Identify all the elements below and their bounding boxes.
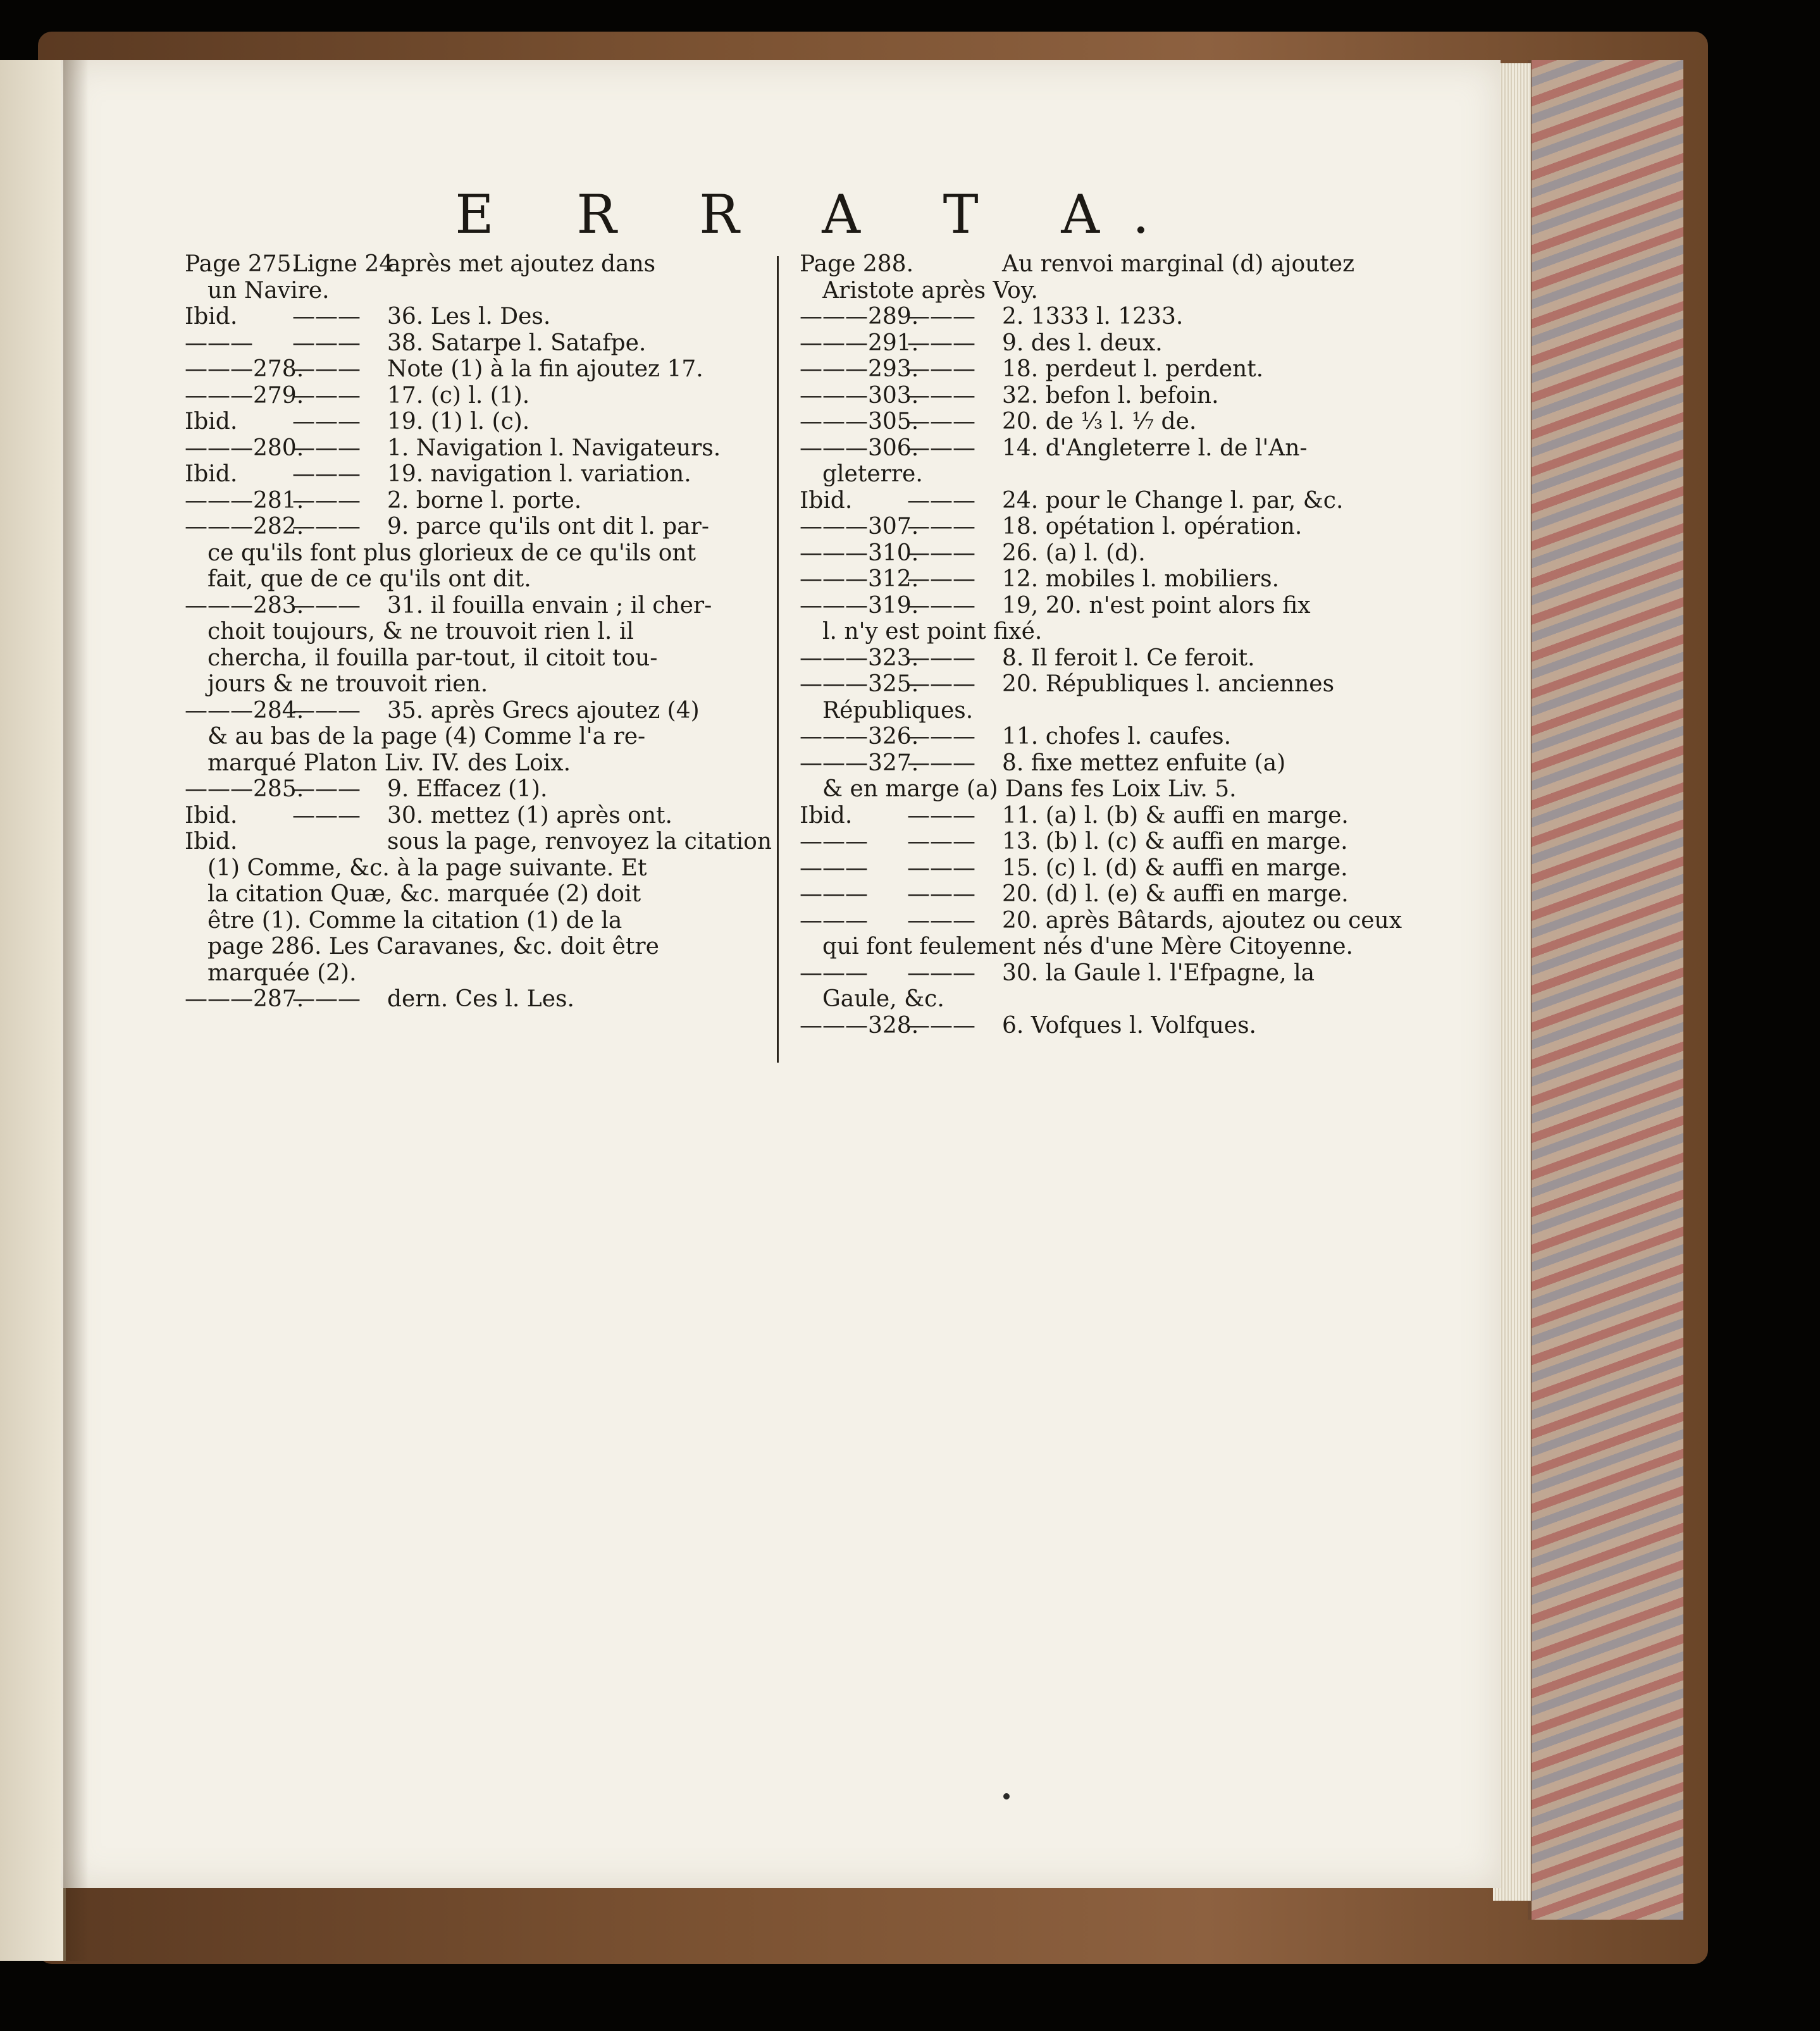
errata-text: 8. Il feroit l. Ce feroit.	[1002, 645, 1255, 671]
errata-entry	[800, 907, 1402, 934]
errata-entry	[185, 304, 729, 330]
errata-text: chercha, il fouilla par-tout, il citoit tou-	[207, 645, 658, 671]
errata-entry	[800, 776, 1356, 803]
errata-line-ref: ———	[292, 461, 361, 487]
errata-entry	[800, 304, 1356, 330]
errata-entry	[185, 986, 729, 1013]
errata-page-ref: ———328.	[800, 1012, 919, 1039]
errata-text: 38. Satarpe l. Satafpe.	[387, 330, 647, 356]
errata-entry	[185, 435, 729, 462]
errata-text: 20. après Bâtards, ajoutez ou ceux	[1002, 907, 1402, 934]
errata-page-ref: Ibid.	[800, 487, 853, 514]
errata-text: l. n'y est point fixé.	[822, 619, 1043, 645]
errata-entry	[185, 698, 729, 724]
errata-line-ref: ———	[292, 802, 361, 829]
errata-line-ref: ———	[292, 487, 361, 514]
errata-entry	[800, 514, 1356, 540]
errata-page-ref: ———325.	[800, 671, 919, 697]
errata-page-ref: ———279.	[185, 382, 304, 409]
marbled-endpaper	[1528, 60, 1683, 1920]
ink-speck	[1003, 1793, 1010, 1800]
errata-entry	[800, 619, 1356, 645]
errata-text: marqué Platon Liv. IV. des Loix.	[207, 750, 571, 776]
errata-text: 11. (a) l. (b) & auffi en marge.	[1002, 802, 1349, 829]
errata-entry	[800, 881, 1356, 908]
errata-page-ref: ———285.	[185, 776, 304, 802]
errata-entry	[800, 278, 1356, 304]
errata-text: Aristote après Voy.	[822, 277, 1038, 304]
errata-page-ref: ———289.	[800, 304, 919, 330]
errata-entry	[185, 278, 729, 304]
errata-page-ref: ———280.	[185, 435, 304, 461]
errata-page-ref: ———327.	[800, 750, 919, 776]
errata-text: 18. opétation l. opération.	[1002, 514, 1303, 540]
errata-page-ref: ———282.	[185, 514, 304, 540]
errata-line-ref: ———	[292, 382, 361, 409]
errata-page-ref: ———	[800, 881, 868, 907]
errata-line-ref: ———	[292, 304, 361, 330]
errata-page-ref: ———310.	[800, 540, 919, 566]
errata-line-ref: ———	[292, 435, 361, 461]
errata-text: 31. il fouilla envain ; il cher-	[387, 592, 712, 619]
errata-text: 2. 1333 l. 1233.	[1002, 304, 1184, 330]
errata-text: la citation Quæ, &c. marquée (2) doit	[207, 881, 641, 907]
errata-line-ref: ———	[907, 881, 975, 907]
errata-text: 2. borne l. porte.	[387, 487, 582, 514]
errata-entry	[185, 960, 729, 987]
errata-line-ref: ———	[907, 802, 975, 829]
errata-text: 19. navigation l. variation.	[387, 461, 691, 487]
errata-text: 1. Navigation l. Navigateurs.	[387, 435, 721, 461]
errata-page	[61, 60, 1501, 1888]
errata-entry	[185, 934, 729, 960]
errata-line-ref: ———	[907, 960, 975, 986]
errata-entry	[800, 435, 1356, 462]
errata-text: 6. Vofques l. Volfques.	[1002, 1012, 1256, 1039]
errata-page-ref: Ibid.	[185, 304, 238, 330]
errata-text: Républiques.	[822, 697, 974, 724]
errata-page-ref: ———312.	[800, 566, 919, 592]
errata-text: 17. (c) l. (1).	[387, 382, 530, 409]
errata-entry	[800, 671, 1356, 698]
errata-page-ref: ———303.	[800, 382, 919, 409]
errata-text: 11. chofes l. caufes.	[1002, 724, 1232, 750]
page-title: E R R A T A.	[455, 183, 1182, 245]
errata-text: 30. mettez (1) après ont.	[387, 802, 672, 829]
errata-line-ref: ———	[907, 724, 975, 750]
errata-text: 30. la Gaule l. l'Efpagne, la	[1002, 960, 1315, 986]
errata-entry	[185, 671, 729, 698]
errata-text: un Navire.	[207, 277, 330, 304]
errata-entry	[800, 330, 1356, 357]
errata-text: gleterre.	[822, 461, 923, 487]
errata-text: 18. perdeut l. perdent.	[1002, 356, 1264, 382]
errata-text: page 286. Les Caravanes, &c. doit être	[207, 934, 659, 960]
errata-entry	[185, 803, 729, 829]
errata-entry	[185, 724, 729, 750]
errata-text: après met ajoutez dans	[387, 251, 656, 277]
errata-line-ref: ———	[907, 566, 975, 592]
errata-entry	[800, 934, 1356, 960]
errata-page-ref: Ibid.	[185, 461, 238, 487]
errata-page-ref: ———291.	[800, 330, 919, 356]
errata-line-ref: ———	[292, 330, 361, 356]
errata-line-ref: ———	[907, 435, 975, 461]
errata-page-ref: ———	[800, 960, 868, 986]
errata-entry	[800, 488, 1356, 514]
errata-entry	[185, 488, 729, 514]
errata-text: choit toujours, & ne trouvoit rien l. il	[207, 619, 634, 645]
errata-entry	[800, 409, 1356, 435]
errata-page-ref: Page 275.	[185, 251, 299, 277]
errata-line-ref: ———	[907, 671, 975, 697]
errata-line-ref: ———	[292, 776, 361, 802]
errata-entry	[800, 960, 1356, 987]
errata-page-ref: ———306.	[800, 435, 919, 461]
errata-line-ref: ———	[907, 829, 975, 855]
errata-page-ref: ———305.	[800, 409, 919, 435]
errata-text: 12. mobiles l. mobiliers.	[1002, 566, 1280, 592]
errata-text: 8. fixe mettez enfuite (a)	[1002, 750, 1286, 776]
errata-page-ref: Ibid.	[800, 802, 853, 829]
errata-text: 20. Républiques l. anciennes	[1002, 671, 1335, 697]
errata-entry	[185, 750, 729, 777]
errata-entry	[800, 986, 1356, 1013]
errata-text: 19, 20. n'est point alors fix	[1002, 592, 1311, 619]
errata-entry	[800, 593, 1356, 619]
errata-entry	[185, 855, 729, 882]
errata-entry	[185, 251, 729, 278]
errata-line-ref: ———	[907, 330, 975, 356]
errata-entry	[800, 461, 1356, 488]
errata-text: Gaule, &c.	[822, 986, 944, 1012]
errata-text: 20. (d) l. (e) & auffi en marge.	[1002, 881, 1349, 907]
errata-entry	[185, 356, 729, 383]
errata-text: 14. d'Angleterre l. de l'An-	[1002, 435, 1308, 461]
errata-entry	[185, 566, 729, 593]
errata-page-ref: ———323.	[800, 645, 919, 671]
errata-column-right	[800, 251, 1402, 1039]
errata-line-ref: ———	[907, 750, 975, 776]
errata-text: (1) Comme, &c. à la page suivante. Et	[207, 855, 647, 881]
errata-page-ref: ———	[800, 907, 868, 934]
errata-line-ref: ———	[292, 592, 361, 619]
errata-line-ref: ———	[907, 356, 975, 382]
errata-page-ref: Ibid.	[185, 829, 238, 855]
errata-text: 20. de ⅓ l. ⅐ de.	[1002, 409, 1197, 435]
errata-entry	[185, 776, 729, 803]
errata-line-ref: ———	[292, 514, 361, 540]
errata-column-left	[185, 251, 772, 1013]
errata-page-ref: ———281.	[185, 487, 304, 514]
errata-text: 19. (1) l. (c).	[387, 409, 530, 435]
errata-line-ref: ———	[292, 356, 361, 382]
errata-text: 24. pour le Change l. par, &c.	[1002, 487, 1344, 514]
errata-line-ref: ———	[907, 907, 975, 934]
errata-entry	[800, 251, 1356, 278]
errata-text: & au bas de la page (4) Comme l'a re-	[207, 724, 646, 750]
errata-entry	[800, 383, 1356, 409]
errata-line-ref: ———	[907, 487, 975, 514]
errata-text: 9. Effacez (1).	[387, 776, 548, 802]
errata-line-ref: ———	[292, 409, 361, 435]
spine-shadow	[63, 60, 89, 1961]
errata-text: Note (1) à la fin ajoutez 17.	[387, 356, 703, 382]
errata-page-ref: ———293.	[800, 356, 919, 382]
errata-page-ref: ———	[185, 330, 253, 356]
errata-text: marquée (2).	[207, 960, 357, 986]
errata-text: ce qu'ils font plus glorieux de ce qu'ils ont	[207, 540, 696, 566]
errata-line-ref: ———	[907, 592, 975, 619]
errata-page-ref: ———319.	[800, 592, 919, 619]
errata-line-ref: ———	[907, 514, 975, 540]
errata-line-ref: ———	[907, 645, 975, 671]
errata-entry	[185, 409, 729, 435]
errata-text: 32. befon l. befoin.	[1002, 382, 1219, 409]
errata-entry	[185, 330, 729, 357]
errata-page-ref: Ibid.	[185, 409, 238, 435]
errata-line-ref: ———	[292, 986, 361, 1012]
errata-entry	[185, 593, 729, 619]
errata-entry	[185, 829, 772, 855]
errata-text: être (1). Comme la citation (1) de la	[207, 907, 622, 934]
errata-entry	[800, 829, 1356, 855]
errata-text: 9. parce qu'ils ont dit l. par-	[387, 514, 710, 540]
errata-text: qui font feulement nés d'une Mère Citoyenne.	[822, 934, 1354, 960]
errata-line-ref: ———	[907, 1012, 975, 1039]
errata-text: dern. Ces l. Les.	[387, 986, 574, 1012]
errata-entry	[800, 645, 1356, 672]
errata-text: Au renvoi marginal (d) ajoutez	[1002, 251, 1355, 277]
errata-text: 36. Les l. Des.	[387, 304, 551, 330]
errata-entry	[185, 383, 729, 409]
errata-line-ref: ———	[292, 697, 361, 724]
errata-line-ref: ———	[907, 855, 975, 881]
errata-page-ref: ———	[800, 855, 868, 881]
column-divider	[777, 256, 779, 1063]
errata-page-ref: ———283.	[185, 592, 304, 619]
errata-entry	[800, 540, 1356, 567]
errata-entry	[800, 356, 1356, 383]
errata-entry	[185, 619, 729, 645]
errata-text: 13. (b) l. (c) & auffi en marge.	[1002, 829, 1348, 855]
errata-line-ref: ———	[907, 540, 975, 566]
errata-line-ref: ———	[907, 409, 975, 435]
errata-page-ref: ———278.	[185, 356, 304, 382]
errata-text: sous la page, renvoyez la citation	[387, 829, 772, 855]
errata-entry	[185, 514, 729, 540]
errata-entry	[800, 855, 1356, 882]
errata-text: 9. des l. deux.	[1002, 330, 1163, 356]
errata-text: 26. (a) l. (d).	[1002, 540, 1146, 566]
errata-text: fait, que de ce qu'ils ont dit.	[207, 566, 531, 592]
errata-line-ref: ———	[907, 304, 975, 330]
errata-page-ref: ———287.	[185, 986, 304, 1012]
errata-text: jours & ne trouvoit rien.	[207, 671, 488, 697]
errata-line-ref: ———	[907, 382, 975, 409]
errata-entry	[185, 461, 729, 488]
errata-entry	[185, 540, 729, 567]
errata-entry	[800, 698, 1356, 724]
errata-text: & en marge (a) Dans fes Loix Liv. 5.	[822, 776, 1237, 802]
errata-entry	[800, 803, 1356, 829]
errata-text: 35. après Grecs ajoutez (4)	[387, 697, 700, 724]
errata-entry	[800, 566, 1356, 593]
errata-page-ref: ———307.	[800, 514, 919, 540]
facing-page-edge	[0, 60, 66, 1961]
errata-entry	[185, 645, 729, 672]
errata-page-ref: ———284.	[185, 697, 304, 724]
errata-entry	[800, 750, 1356, 777]
errata-entry	[800, 724, 1356, 750]
errata-page-ref: Page 288.	[800, 251, 914, 277]
errata-entry	[185, 908, 729, 934]
errata-page-ref: ———326.	[800, 724, 919, 750]
errata-text: 15. (c) l. (d) & auffi en marge.	[1002, 855, 1348, 881]
errata-entry	[800, 1013, 1356, 1039]
errata-page-ref: ———	[800, 829, 868, 855]
errata-page-ref: Ibid.	[185, 802, 238, 829]
errata-entry	[185, 881, 729, 908]
errata-line-ref: Ligne 24.	[292, 251, 401, 277]
